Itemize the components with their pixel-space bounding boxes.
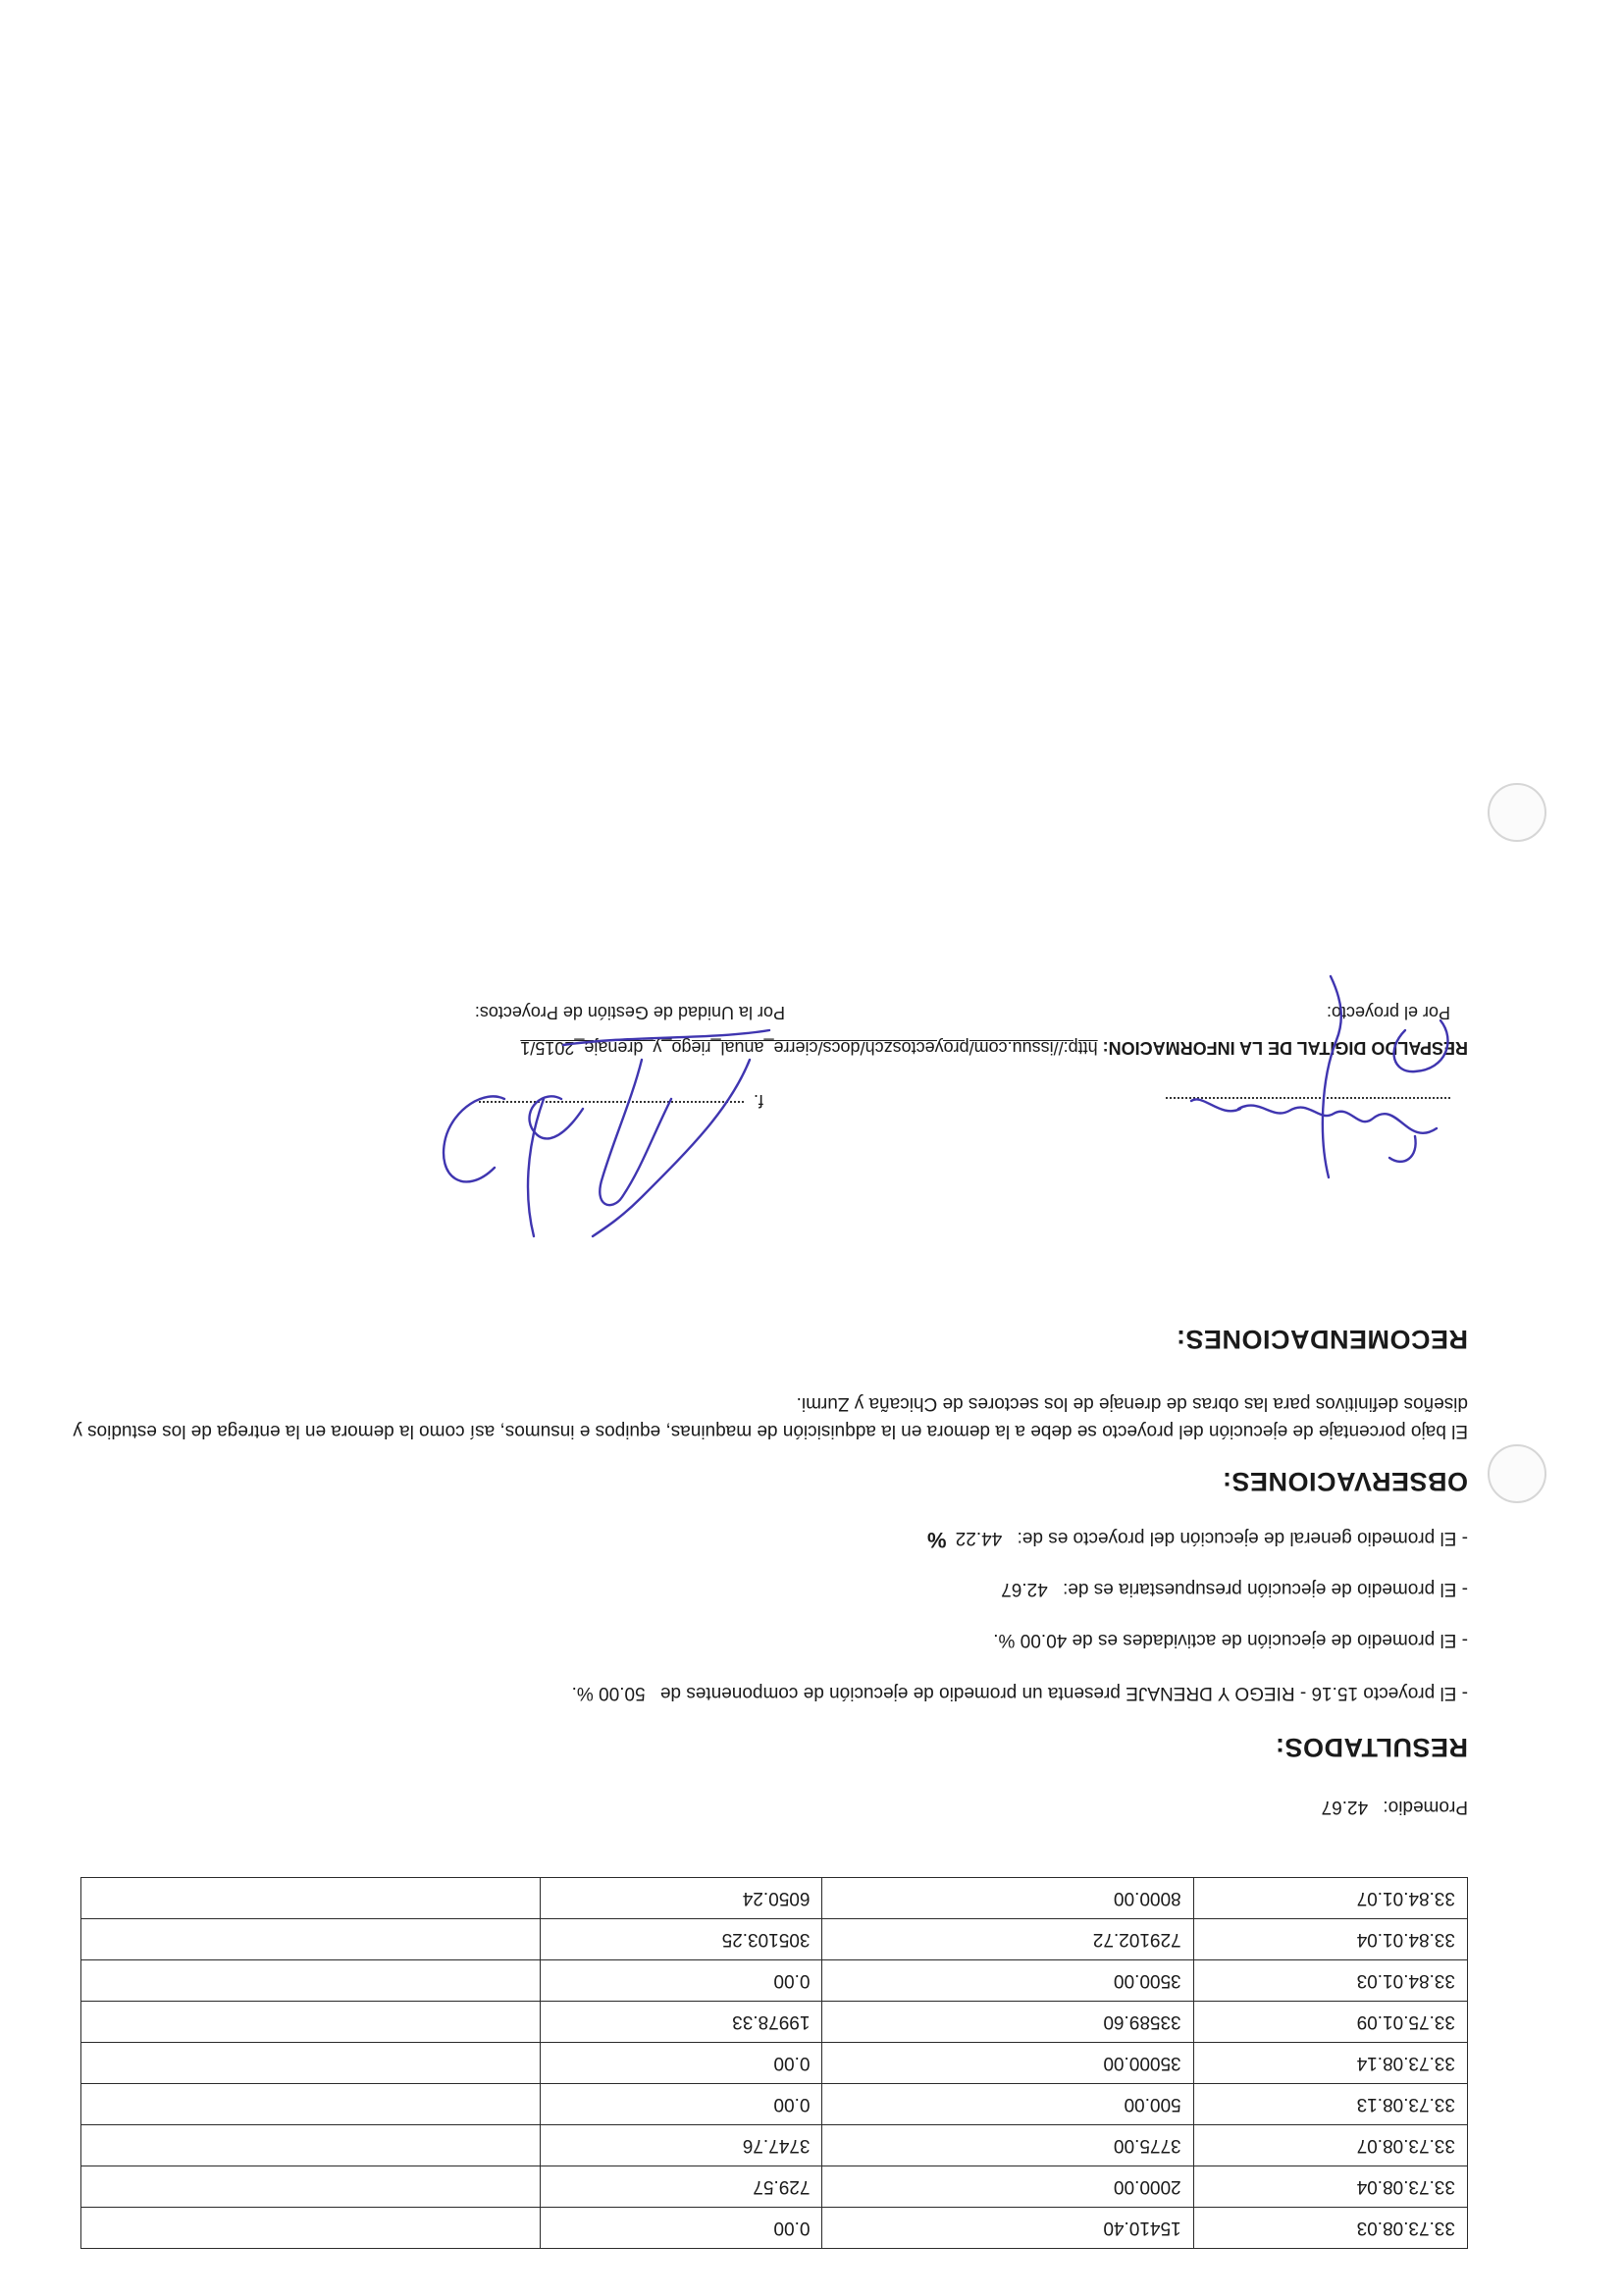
signature-ugp-icon [377, 1001, 789, 1256]
general-value: 44.22 [955, 1528, 1003, 1548]
table-row [81, 2208, 1468, 2249]
recomendaciones-heading: RECOMENDACIONES: [1176, 1325, 1468, 1354]
table-cell-col3 [81, 2084, 541, 2125]
table-row [81, 2125, 1468, 2166]
table-cell-col0: 33.73.08.13 [1193, 2084, 1467, 2125]
table-cell-col1: 500.00 [822, 2084, 1193, 2125]
table-cell-col2: 729.57 [541, 2166, 822, 2208]
table-cell-col1: 15410.40 [822, 2208, 1193, 2249]
respaldo-digital-label: RESPALDO DIGITAL DE LA INFORMACION: [1102, 1038, 1468, 1058]
resultados-line-3-text: - El promedio de ejecución presupuestaria es de: [1063, 1579, 1468, 1599]
table-cell-col0: 33.84.01.03 [1193, 1960, 1467, 2002]
signature-mark-ugp: f. [753, 1091, 763, 1111]
table-cell-col2: 0.00 [541, 2084, 822, 2125]
signature-label-ugp: Por la Unidad de Gestión de Proyectos: [474, 1003, 785, 1022]
table-row [81, 2002, 1468, 2043]
resultados-line-3 [1001, 1578, 1468, 1599]
resultados-line-2: - El promedio de ejecución de actividades es de 40.00 %. [993, 1630, 1468, 1650]
table-row [81, 2043, 1468, 2084]
resultados-heading: RESULTADOS: [1275, 1733, 1468, 1762]
table-cell-col0: 33.73.08.07 [1193, 2125, 1467, 2166]
table-cell-col2: 0.00 [541, 1960, 822, 2002]
table-cell-col0: 33.73.08.03 [1193, 2208, 1467, 2249]
table-cell-col3 [81, 2166, 541, 2208]
table-cell-col0: 33.84.01.07 [1193, 1878, 1467, 1919]
table-row [81, 1960, 1468, 2002]
table-cell-col3 [81, 1878, 541, 1919]
resultados-line-4 [927, 1527, 1468, 1552]
table-cell-col2: 305103.25 [541, 1919, 822, 1960]
table-cell-col3 [81, 1919, 541, 1960]
budget-table [80, 1877, 1468, 2249]
table-cell-col1: 33589.60 [822, 2002, 1193, 2043]
table-cell-col2: 3747.76 [541, 2125, 822, 2166]
table-row [81, 2084, 1468, 2125]
resultados-line-1-text: - El proyecto 15.16 - RIEGO Y DRENAJE presenta un promedio de ejecución de componentes de [659, 1683, 1468, 1703]
table-cell-col1: 2000.00 [822, 2166, 1193, 2208]
presupuestaria-value: 42.67 [1001, 1579, 1048, 1599]
punch-hole-bottom [1488, 783, 1546, 842]
table-cell-col2: 19978.33 [541, 2002, 822, 2043]
resultados-line-4-text: - El promedio general de ejecución del proyecto es de: [1017, 1528, 1468, 1548]
promedio-label: Promedio: [1383, 1797, 1468, 1817]
table-row [81, 1919, 1468, 1960]
promedio-line [1322, 1796, 1468, 1817]
table-cell-col0: 33.73.08.14 [1193, 2043, 1467, 2084]
table-row [81, 2166, 1468, 2208]
observaciones-text: El bajo porcentaje de ejecución del proyecto se debe a la demora en la adquisición de maquinas, equipos e insumos, así como la demora en la entrega de los estudios y diseños definitivos para las obras de drenaje de los sectores de Chicaña y Zurmi. [73, 1393, 1468, 1441]
table-cell-col2: 0.00 [541, 2208, 822, 2249]
general-percent-sign: % [926, 1528, 947, 1552]
table-cell-col2: 6050.24 [541, 1878, 822, 1919]
componentes-percent: 50.00 %. [571, 1683, 646, 1703]
table-cell-col1: 8000.00 [822, 1878, 1193, 1919]
punch-hole-top [1488, 1444, 1546, 1503]
signature-proyecto-icon [1172, 952, 1466, 1187]
table-row [81, 1878, 1468, 1919]
signature-label-proyecto: Por el proyecto: [1326, 1003, 1450, 1022]
table-cell-col3 [81, 2125, 541, 2166]
promedio-value: 42.67 [1321, 1797, 1369, 1817]
table-cell-col1: 3775.00 [822, 2125, 1193, 2166]
table-cell-col0: 33.84.01.04 [1193, 1919, 1467, 1960]
resultados-line-1 [572, 1682, 1468, 1703]
table-cell-col0: 33.73.08.04 [1193, 2166, 1467, 2208]
table-cell-col1: 35000.00 [822, 2043, 1193, 2084]
table-cell-col3 [81, 2002, 541, 2043]
table-cell-col3 [81, 2043, 541, 2084]
table-cell-col1: 3500.00 [822, 1960, 1193, 2002]
table-cell-col1: 729102.72 [822, 1919, 1193, 1960]
table-cell-col0: 33.75.01.09 [1193, 2002, 1467, 2043]
table-cell-col3 [81, 1960, 541, 2002]
observaciones-heading: OBSERVACIONES: [1222, 1467, 1468, 1496]
table-cell-col3 [81, 2208, 541, 2249]
table-cell-col2: 0.00 [541, 2043, 822, 2084]
respaldo-digital-url[interactable]: http://issuu.com/proyectoszch/docs/cierre_anual_riego_y_drenaje_2015/1 [520, 1038, 1098, 1058]
